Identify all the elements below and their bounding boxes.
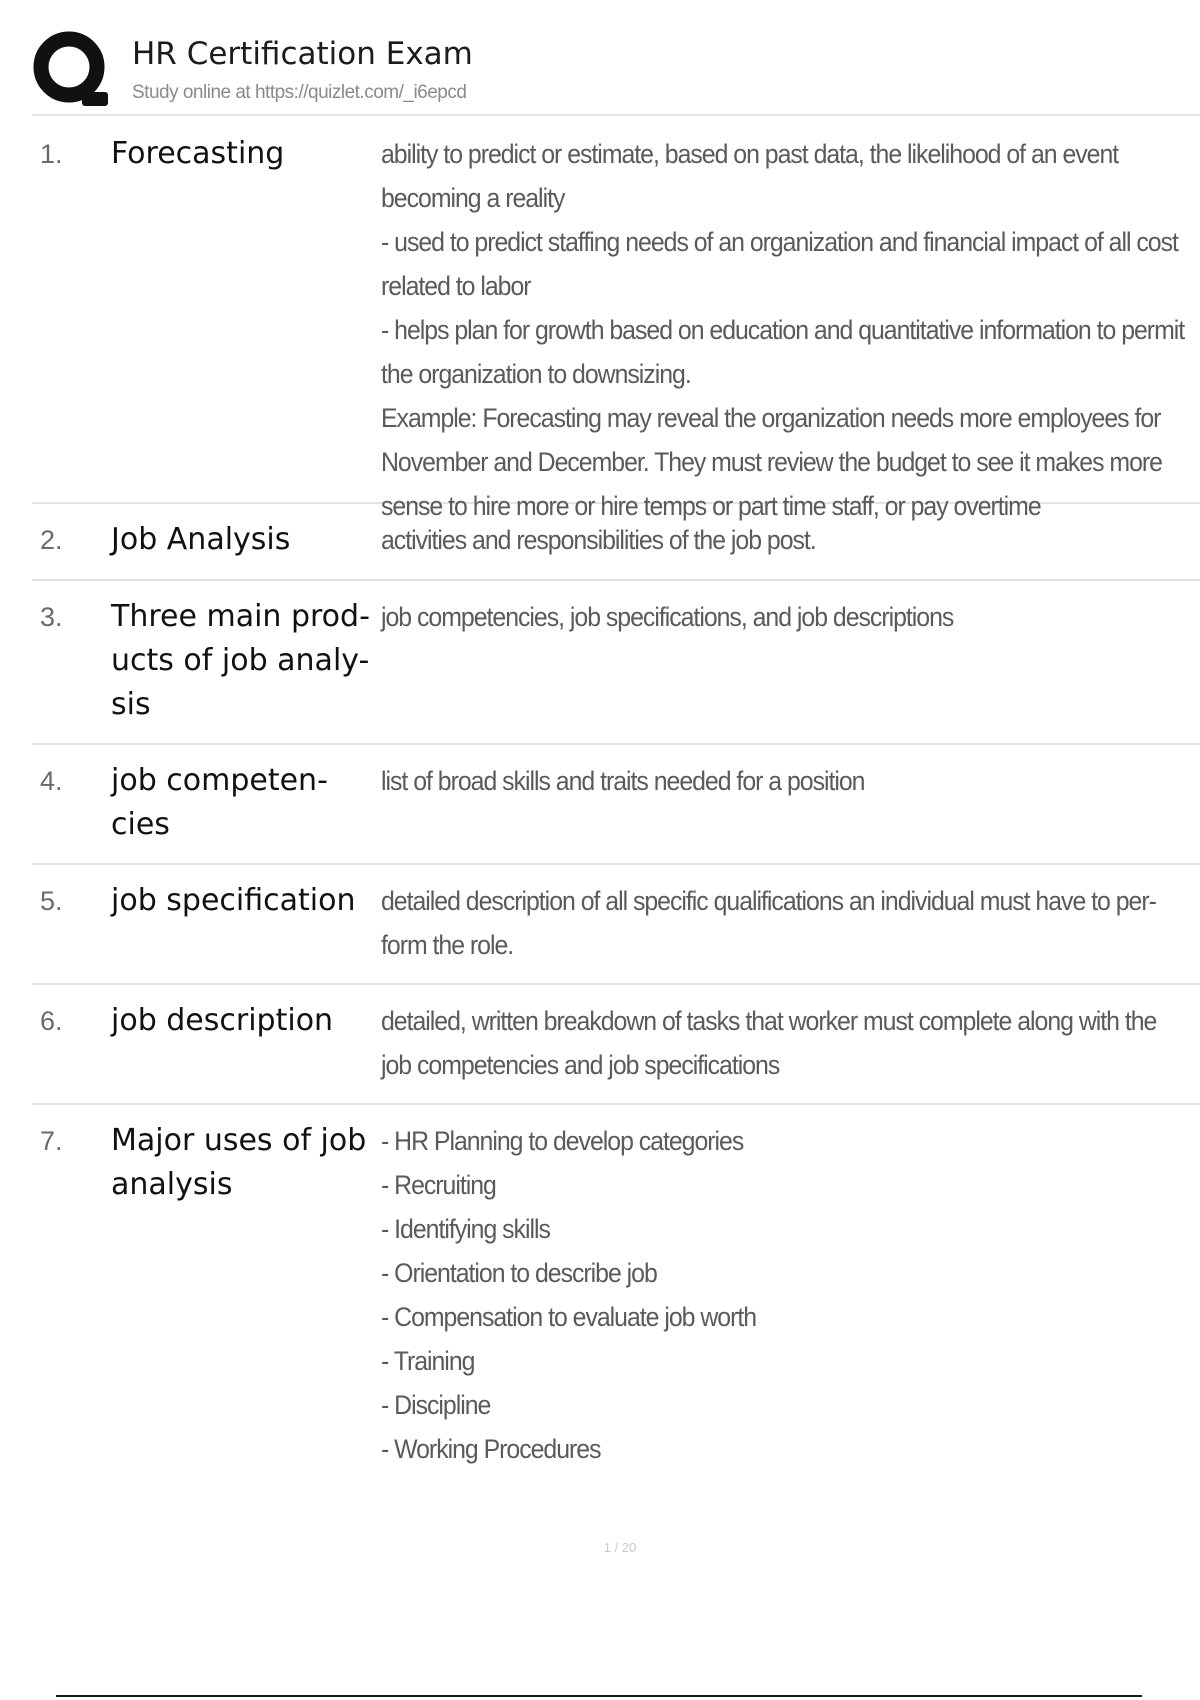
flashcard-entry-1 (32, 118, 1200, 521)
term-line: Three main prod- (111, 599, 370, 634)
definition-line: the organization to downsizing. (381, 359, 691, 389)
term-line: job description (111, 1003, 334, 1038)
definition-line: November and December. They must review the budget to see it makes more (381, 447, 1162, 477)
flashcard-entry-2 (32, 504, 1200, 581)
definition-line: - Discipline (381, 1390, 491, 1420)
entry-definition (381, 759, 1200, 803)
flashcard-entry-5 (32, 865, 1200, 985)
definition-line: ability to predict or estimate, based on past data, the likelihood of an event (381, 139, 1119, 169)
definition-line: Example: Forecasting may reveal the organization needs more employees for (381, 403, 1161, 433)
entry-definition (381, 879, 1200, 967)
definition-line: detailed, written breakdown of tasks that worker must complete along with the (381, 1006, 1157, 1036)
definition-line: - HR Planning to develop categories (381, 1126, 744, 1156)
entry-term (111, 595, 377, 727)
definition-line: - Working Procedures (381, 1434, 601, 1464)
entry-definition (381, 1119, 1200, 1471)
entry-term (111, 759, 377, 847)
term-line: job competen- (111, 763, 328, 798)
definition-line: - Orientation to describe job (381, 1258, 657, 1288)
definition-line: - Recruiting (381, 1170, 496, 1200)
definition-line: form the role. (381, 930, 514, 960)
definition-line: job competencies, job specifications, and job descriptions (381, 602, 954, 632)
entry-number: 4. (40, 766, 63, 796)
definition-line: job competencies and job specifications (381, 1050, 780, 1080)
study-online-link[interactable]: Study online at https://quizlet.com/_i6epcd (132, 82, 467, 103)
term-line: Job Analysis (111, 522, 291, 557)
entry-number: 7. (40, 1126, 63, 1156)
entry-number: 6. (40, 1006, 63, 1036)
term-line: Major uses of job (111, 1123, 367, 1158)
entry-definition (381, 518, 1200, 562)
flashcard-entry-7 (32, 1105, 1200, 1485)
quizlet-q-logo-icon (32, 30, 112, 110)
document-header (32, 30, 1200, 116)
entry-number: 1. (40, 139, 63, 169)
flashcard-entry-6 (32, 985, 1200, 1105)
definition-line: sense to hire more or hire temps or part time staff, or pay overtime (381, 491, 1041, 521)
term-line: analysis (111, 1167, 233, 1202)
entry-term (111, 1119, 377, 1207)
entry-term (111, 132, 377, 176)
flashcard-entry-4 (32, 745, 1200, 865)
definition-line: related to labor (381, 271, 531, 301)
term-line: ucts of job analy- (111, 643, 370, 678)
page-number: 1 / 20 (603, 1540, 637, 1555)
definition-line: - Identifying skills (381, 1214, 550, 1244)
definition-line: becoming a reality (381, 183, 565, 213)
term-line: job specification (111, 883, 356, 918)
entry-term (111, 518, 377, 562)
term-line: Forecasting (111, 136, 285, 171)
flashcard-entry-3 (32, 581, 1200, 745)
flashcard-list (32, 118, 1200, 1485)
definition-line: detailed description of all specific qualifications an individual must have to per- (381, 886, 1156, 916)
entry-number: 5. (40, 886, 63, 916)
definition-line: - Compensation to evaluate job worth (381, 1302, 757, 1332)
entry-term (111, 879, 377, 923)
document-title: HR Certification Exam (132, 36, 473, 72)
term-line: sis (111, 687, 151, 722)
entry-term (111, 999, 377, 1043)
definition-line: list of broad skills and traits needed for a position (381, 766, 865, 796)
definition-line: - helps plan for growth based on education and quantitative information to permit (381, 315, 1185, 345)
entry-definition (381, 999, 1200, 1087)
entry-number: 3. (40, 602, 63, 632)
definition-line: - Training (381, 1346, 475, 1376)
definition-line: - used to predict staffing needs of an organization and financial impact of all cost (381, 227, 1178, 257)
term-line: cies (111, 807, 170, 842)
footer-divider (56, 1695, 1142, 1697)
definition-line: activities and responsibilities of the job post. (381, 525, 816, 555)
entry-number: 2. (40, 525, 63, 555)
entry-definition (381, 132, 1200, 528)
entry-definition (381, 595, 1200, 639)
